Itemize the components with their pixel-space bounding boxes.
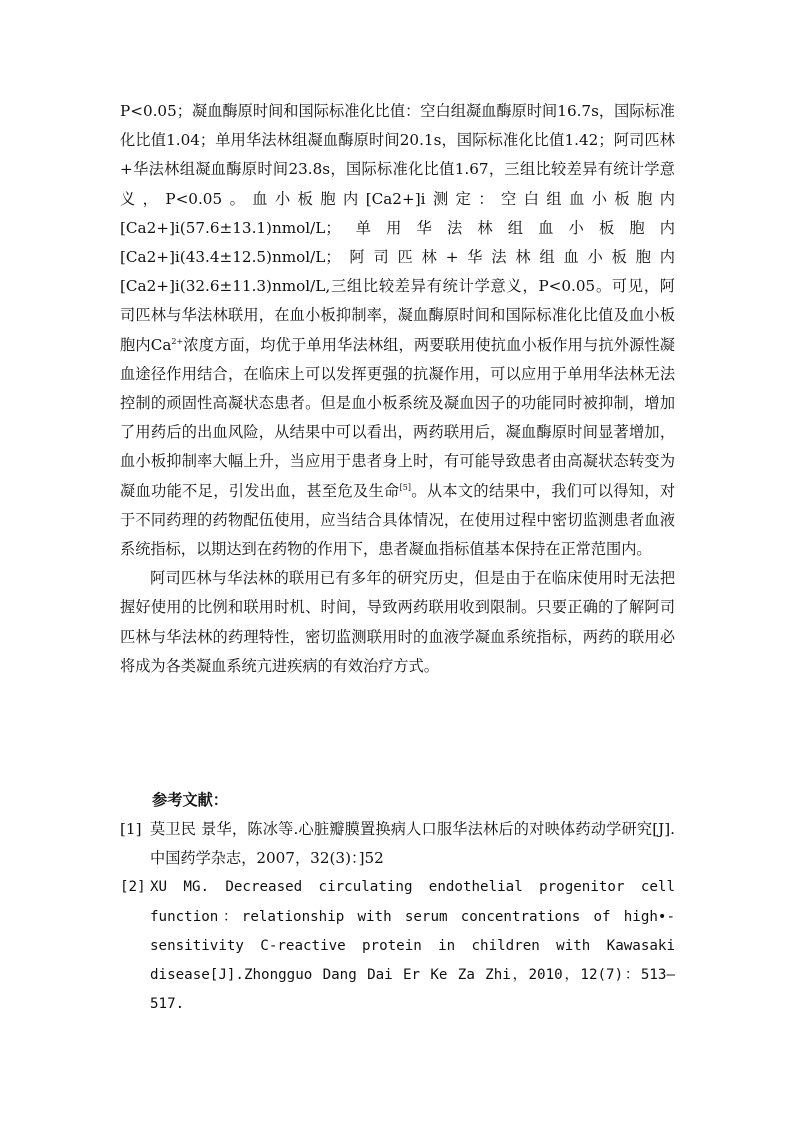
paragraph-conclusion [120, 564, 675, 681]
superscript-ion-charge: 2+ [171, 336, 184, 346]
reference-list [120, 815, 675, 1019]
reference-text: XU MG. Decreased circulating endothelial progenitor cell function：relationship with serum concentrations of high•-sensitivity C-reactive protein in children with Kawasaki disease[J].Zhongguo Dang Dai Er Ke Za Zhi，2010，12(7)：513—517. [150, 879, 675, 1013]
text-segment: 。从本文的结果中，我们可以得知，对于不同药理的药物配伍使用，应当结合具体情况，在使用过程中密切监测患者血液系统指标，以期达到在药物的作用下，患者凝血指标值基本保持在正常范围内。 [120, 481, 676, 559]
text-segment: 阿司匹林与华法林的联用已有多年的研究历史，但是由于在临床使用时无法把握好使用的比例和联用时机、时间，导致两药联用收到限制。只要正确的了解阿司匹林与华法林的药理特性，密切监测联用时的血液学凝血系统指标，两药的联用必将成为各类凝血系统亢进疾病的有效治疗方式。 [120, 569, 675, 675]
reference-text: 莫卫民 景华，陈冰等.心脏瓣膜置换病人口服华法林后的对映体药动学研究[J]. 中国药学杂志，2007，32(3)：]52 [150, 820, 675, 868]
text-segment: P<0.05；凝血酶原时间和国际标准化比值：空白组凝血酶原时间16.7s，国际标准化比值1.04；单用华法林组凝血酶原时间20.1s，国际标准化比值1.42；阿司匹林+华法林组凝血酶原时间23.8s，国际标准化比值1.67，三组比较差异有统计学意义，P<0.05。血小板胞内[Ca2+]i测定：空白组血小板胞内[Ca2+]i(57.6±13.1)nmol/L；单用华法林组血小板胞内[Ca2+]i(43.4±12.5)nmol/L；阿司匹林+华法林组血小板胞内[Ca2+]i(32.6±11.3)nmol/L,三组比较差异有统计学意义，P<0.05。可见，阿司匹林与华法林联用，在血小板抑制率，凝血酶原时间和国际标准化比值及血小板胞内Ca [120, 102, 675, 354]
reference-number: [2] [120, 879, 146, 896]
paragraph-results-discussion [120, 97, 675, 564]
text-segment: 浓度方面，均优于单用华法林组，两要联用使抗血小板作用与抗外源性凝血途径作用结合，在临床上可以发挥更强的抗凝作用，可以应用于单用华法林无法控制的顽固性高凝状态患者。但是血小板系统及凝血因子的功能同时被抑制，增加了用药后的出血风险，从结果中可以看出，两药联用后，凝血酶原时间显著增加，血小板抑制率大幅上升，当应用于患者身上时，有可能导致患者由高凝状态转变为凝血功能不足，引发出血，甚至危及生命 [120, 335, 675, 500]
citation-superscript: [5] [399, 482, 411, 492]
references-heading: 参考文献： [152, 791, 228, 809]
reference-item [120, 873, 675, 1019]
body-text [120, 97, 675, 681]
reference-number: [1] [120, 820, 142, 838]
reference-item [120, 815, 675, 873]
